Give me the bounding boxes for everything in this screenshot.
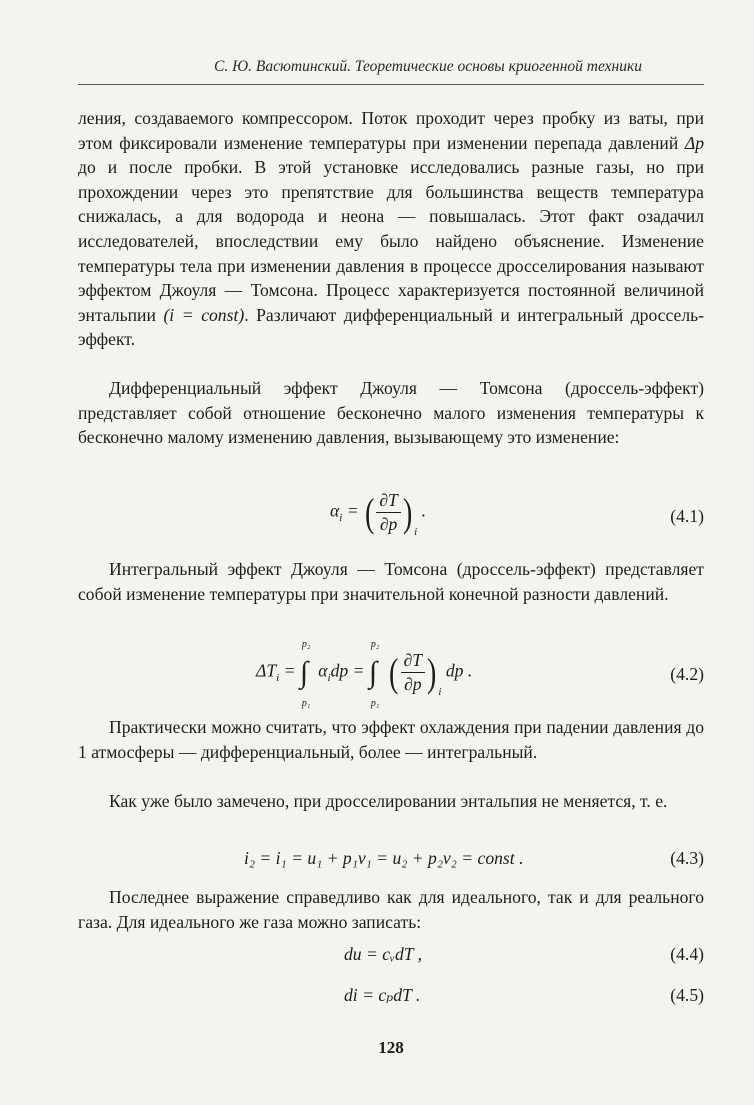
paragraph-text: ления, создаваемого компрессором. Поток проходит через пробку из ваты, при этом фиксировали изменение температуры при изменении перепада давлений [78, 108, 704, 153]
paragraph-differential: Дифференциальный эффект Джоуля — Томсона (дроссель-эффект) представляет собой отношение бесконечно малого изменения температуры к бесконечно малому изменению давления, вызывающему это изменение: [78, 378, 704, 448]
eq-sign: = [279, 660, 300, 681]
fraction-denominator: ∂p [404, 674, 422, 694]
eq-lhs-sub: i [339, 511, 343, 524]
math-delta-p: Δp [684, 132, 704, 153]
integral-upper-limit: p₂ [301, 638, 311, 650]
left-paren: ( [364, 489, 375, 535]
equation-4-2 [78, 638, 704, 712]
integral-symbol: ∫ [368, 655, 378, 689]
fraction-numerator: ∂T [376, 490, 400, 513]
page-number: 128 [378, 1038, 404, 1057]
paragraph-ideal-gas: Последнее выражение справедливо как для идеального, так и для реального газа. Для идеального же газа можно записать: [78, 887, 704, 932]
eq-tail: dp . [441, 660, 473, 681]
running-head: С. Ю. Васютинский. Теоретические основы криогенной техники [214, 58, 642, 75]
integral-upper-limit: p₂ [370, 638, 380, 650]
integral-symbol: ∫ [299, 655, 309, 689]
paragraph-text: . Различают дифференциальный и интегральный дроссель-эффект. [78, 304, 704, 350]
integrand: α [318, 660, 328, 681]
equation-4-1 [78, 490, 704, 550]
equation-body: di = cₚdT . [344, 985, 421, 1005]
paragraph-practical: Практически можно считать, что эффект охлаждения при падении давления до 1 атмосферы — дифференциальный, более — интегральный. [78, 717, 704, 762]
equation-body: i₂ = i₁ = u₁ + p₁v₁ = u₂ + p₂v₂ = const . [244, 848, 524, 868]
math-enthalpy-const: (i = const) [163, 304, 245, 325]
eq-lhs-sub: i [276, 671, 280, 684]
integral-1 [299, 638, 314, 709]
right-paren: ) [402, 489, 413, 535]
integral-lower-limit: p₁ [301, 697, 311, 709]
integrand-tail: dp = [330, 660, 369, 681]
left-paren: ( [389, 649, 399, 695]
book-page [78, 0, 704, 1105]
paragraph-enthalpy: Как уже было замечено, при дросселировании энтальпия не меняется, т. е. [109, 791, 668, 811]
fraction [401, 650, 425, 695]
equation-number: (4.4) [670, 944, 704, 964]
integral-2 [368, 638, 383, 709]
equation-number: (4.5) [670, 985, 704, 1005]
integral-lower-limit: p₁ [370, 697, 380, 709]
paragraph-integral: Интегральный эффект Джоуля — Томсона (дроссель-эффект) представляет собой изменение температуры при значительной конечной разности давлений. [78, 559, 704, 604]
integrand-sub: i [327, 671, 331, 684]
eq-outer-sub: i [438, 685, 442, 698]
eq-tail: . [417, 500, 426, 521]
eq-lhs: α [330, 500, 340, 521]
right-paren: ) [427, 649, 437, 695]
header-rule [78, 84, 704, 85]
fraction-numerator: ∂T [401, 650, 425, 673]
equation-number: (4.2) [670, 664, 704, 684]
equation-body: du = cᵥdT , [344, 944, 423, 964]
fraction [376, 490, 400, 535]
eq-lhs: ΔT [256, 660, 277, 681]
fraction-denominator: ∂p [379, 514, 398, 534]
eq-sign: = [342, 500, 359, 521]
paragraph-intro [78, 106, 704, 352]
paragraph-text: до и после пробки. В этой установке исследовались разные газы, но при прохождении через это препятствие для большинства веществ температура снижалась, а для водорода и неона — повышалась. Этот факт озадачил исследователей, впоследствии ему было найдено объяснение. Изменение температуры тела при изменении давления в процессе дросселирования называют эффектом Джоуля — Томсона. Процесс характеризуется постоянной величиной энтальпии [78, 157, 704, 325]
equation-number: (4.3) [670, 848, 704, 868]
equation-number: (4.1) [670, 506, 704, 526]
eq-outer-sub: i [414, 525, 418, 538]
